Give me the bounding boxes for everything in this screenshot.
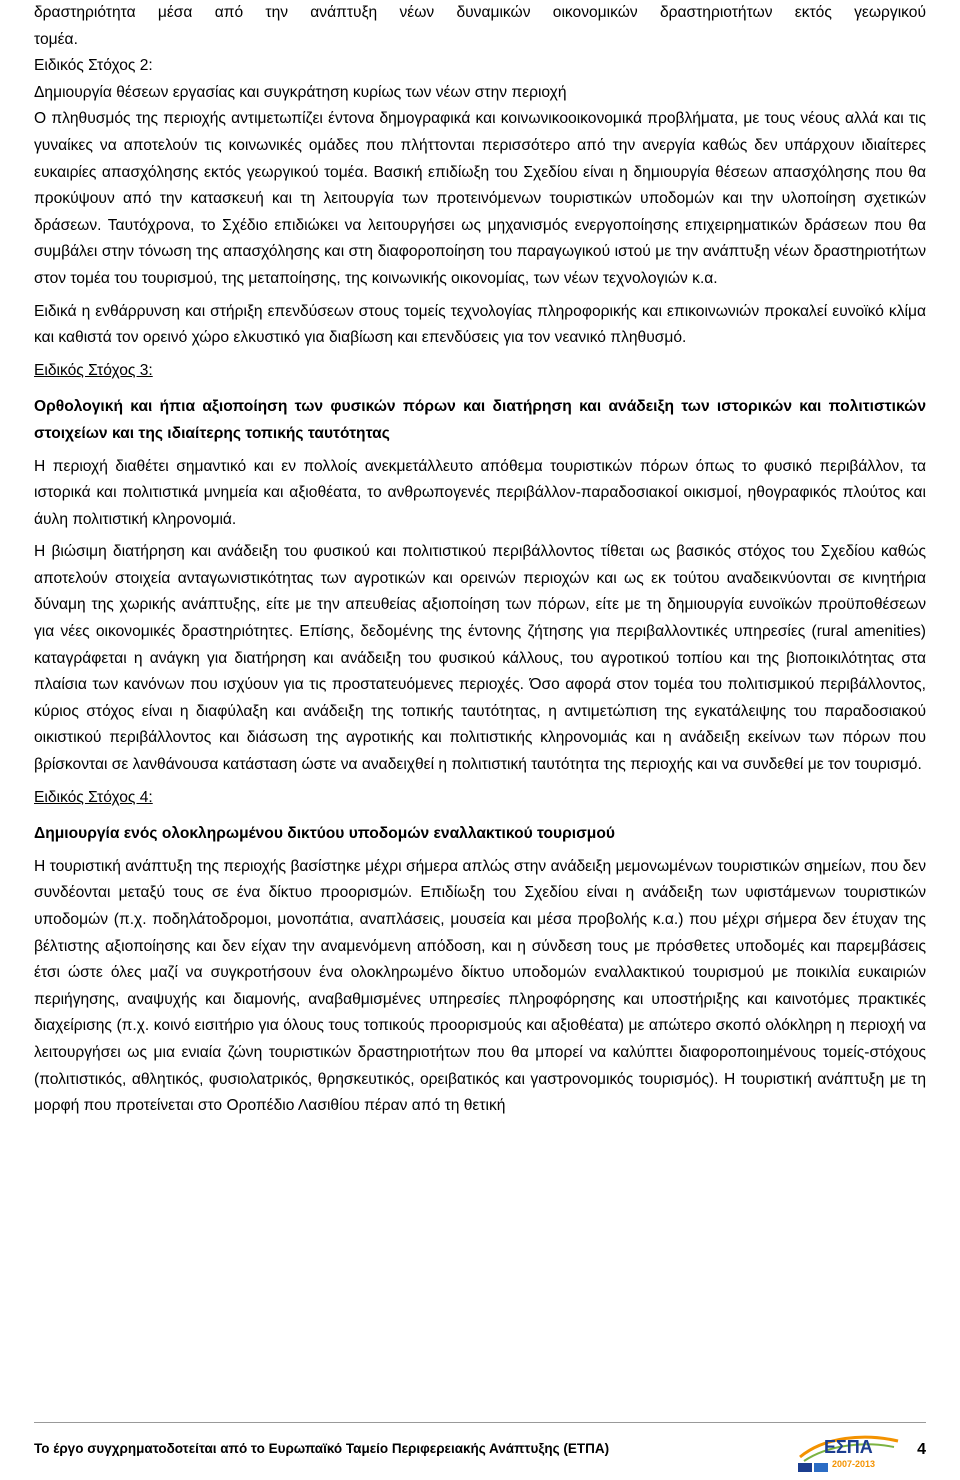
page-footer — [34, 1422, 926, 1475]
goal-3-paragraph-1: Η περιοχή διαθέτει σημαντικό και εν πολλοίς ανεκμετάλλευτο απόθεμα τουριστικών πόρων όπως το φυσικό περιβάλλον, τα ιστορικά και πολιτιστικά μνημεία και αξιοθέατα, το ανθρωπογενές περιβάλλον-παραδοσιακοί οικισμοί, ηθογραφικός πλούτος και άυλη πολιτιστική κληρονομιά. — [34, 457, 926, 528]
intro-line-1: δραστηριότητα μέσα από την ανάπτυξη νέων δυναμικών οικονομικών δραστηριοτήτων εκτός γεωργικού — [34, 4, 926, 21]
goal-4-paragraph-1: Η τουριστική ανάπτυξη της περιοχής βασίστηκε μέχρι σήμερα απλώς στην ανάδειξη μεμονωμένων τουριστικών σημείων, που δεν συνδέονται μεταξύ τους σε ένα δίκτυο προορισμών. Επιδίωξη του Σχεδίου είναι η ανάδειξη των υφιστάμενων τουριστικών υποδομών (π.χ. ποδηλάτοδρομοι, μονοπάτια, αναπλάσεις, μουσεία και μέσα προβολής κ.α.) που μέχρι σήμερα δεν έτυχαν της βέλτιστης αξιοποίησης και δεν είχαν την αναμενόμενη απόδοση, και η σύνδεση τους με πρόσθετες υποδομές και παρεμβάσεις έτσι ώστε όλες μαζί να συγκροτήσουν ένα ολοκληρωμένο δίκτυο υποδομών εναλλακτικού τουρισμού με ποικιλία ευκαιριών περιήγησης, αναψυχής και διαμονής, αναβαθμισμένες υπηρεσίες πληροφόρησης και υποστήριξης και καινοτόμες πρακτικές διαχείρισης (π.χ. κοινό εισιτήριο για όλους τους τοπικούς προορισμούς και αξιοθέατα) με απώτερο σκοπό ολόκληρη η περιοχή να λειτουργήσει ως μια ενιαία ζώνη τουριστικών δραστηριοτήτων που θα μπορεί να καλύπτει διαφοροποιημένους τομείς-στόχους (πολιτιστικός, αθλητικός, φυσιολατρικός, θρησκευτικός, ορειβατικός και γαστρονομικός τουρισμός). Η τουριστική ανάπτυξη με τη μορφή που προτείνεται στο Οροπέδιο Λασιθίου πέραν από τη θετική — [34, 857, 926, 1115]
intro-line-2: τομέα. — [34, 30, 78, 48]
document-page — [34, 0, 926, 1120]
funding-statement: Το έργο συγχρηματοδοτείται από το Ευρωπαϊκό Ταμείο Περιφερειακής Ανάπτυξης (ΕΤΠΑ) — [34, 1441, 610, 1456]
greek-flag-icon — [814, 1463, 828, 1472]
goal-3-label: Ειδικός Στόχος 3: — [34, 361, 153, 379]
goal-3-title: Ορθολογική και ήπια αξιοποίηση των φυσικών πόρων και διατήρηση και ανάδειξη των ιστορικών και πολιτιστικών στοιχείων και της ιδιαίτερης τοπικής ταυτότητας — [34, 398, 926, 442]
goal-2-title: Δημιουργία θέσεων εργασίας και συγκράτηση κυρίως των νέων στην περιοχή — [34, 83, 567, 101]
eu-flag-icon — [798, 1463, 812, 1472]
goal-2-paragraph-2: Ειδικά η ενθάρρυνση και στήριξη επενδύσεων στους τομείς τεχνολογίας πληροφορικής και επικοινωνιών προκαλεί ευνοϊκό κλίμα και καθιστά τον ορεινό χώρο ελκυστικό για διαβίωση και επενδύσεις για τον νεανικό πληθυσμό. — [34, 302, 926, 347]
goal-4-title: Δημιουργία ενός ολοκληρωμένου δικτύου υποδομών εναλλακτικού τουρισμού — [34, 825, 615, 843]
goal-2-paragraph-1: Ο πληθυσμός της περιοχής αντιμετωπίζει έντονα δημογραφικά και κοινωνικοοικονομικά προβλήματα, με τους νέους αλλά και τις γυναίκες να αποτελούν τις κοινωνικές ομάδες που πλήττονται περισσότερο από την ανεργία καθώς δεν υπάρχουν ιδιαίτερες ευκαιρίες απασχόλησης εκτός γεωργικού τομέα. Βασική επιδίωξη του Σχεδίου είναι η δημιουργία θέσεων απασχόλησης που θα προκύψουν από την κατασκευή και τη λειτουργία των προτεινόμενων τουριστικών υποδομών και την υλοποίηση σχετικών δράσεων. Ταυτόχρονα, το Σχέδιο επιδιώκει να λειτουργήσει ως μηχανισμός ενεργοποίησης επιχειρηματικών δράσεων που θα συμβάλει στην τόνωση της απασχόλησης και στη διαφοροποίηση του παραγωγικού ιστού με την ανάπτυξη νέων δραστηριοτήτων στον τομέα του τουρισμού, της μεταποίησης, της κοινωνικής οικονομίας, των νέων τεχνολογιών κ.α. — [34, 110, 926, 287]
espa-logo — [794, 1427, 906, 1473]
espa-logo-text: ΕΣΠΑ — [824, 1437, 873, 1457]
page-number: 4 — [917, 1441, 926, 1458]
goal-2-label: Ειδικός Στόχος 2: — [34, 57, 153, 75]
goal-3-paragraph-2: Η βιώσιμη διατήρηση και ανάδειξη του φυσικού και πολιτιστικού περιβάλλοντος τίθεται ως βασικός στόχος του Σχεδίου καθώς αποτελούν στοιχεία ανταγωνιστικότητας των αγροτικών και ορεινών περιοχών και ως εκ τούτου αναδεικνύονται σε κινητήρια δύναμη της χωρικής ανάπτυξης, είτε με την απευθείας αξιοποίηση των πόρων, είτε με τη δημιουργία ευνοϊκών προϋποθέσεων για νέες οικονομικές δραστηριότητες. Επίσης, δεδομένης της έντονης ζήτησης για περιβαλλοντικές υπηρεσίες (rural amenities) καταγράφεται η ανάγκη για διατήρηση και ανάδειξη του φυσικού κάλλους, του αγροτικού τοπίου και της βιοποικιλότητας στα πλαίσια των κανόνων που ισχύουν για τις προστατευόμενες περιοχές. Όσο αφορά στον τομέα του πολιτισμικού περιβάλλοντος, κύριος στόχος είναι η διαφύλαξη και ανάδειξη της τοπικής ταυτότητας, η αντιμετώπιση της εγκατάλειψης του παραδοσιακού οικιστικού περιβάλλοντος και διάσωση της αγροτικής και πολιτιστικής κληρονομιάς και η ανάδειξη εκείνων των πόρων που βρίσκονται σε λανθάνουσα κατάσταση ώστε να αναδειχθεί η πολιτιστική ταυτότητα της περιοχής και να συνδεθεί με τον τουρισμό. — [34, 543, 926, 774]
espa-logo-years: 2007-2013 — [832, 1459, 876, 1469]
goal-4-label: Ειδικός Στόχος 4: — [34, 788, 153, 806]
